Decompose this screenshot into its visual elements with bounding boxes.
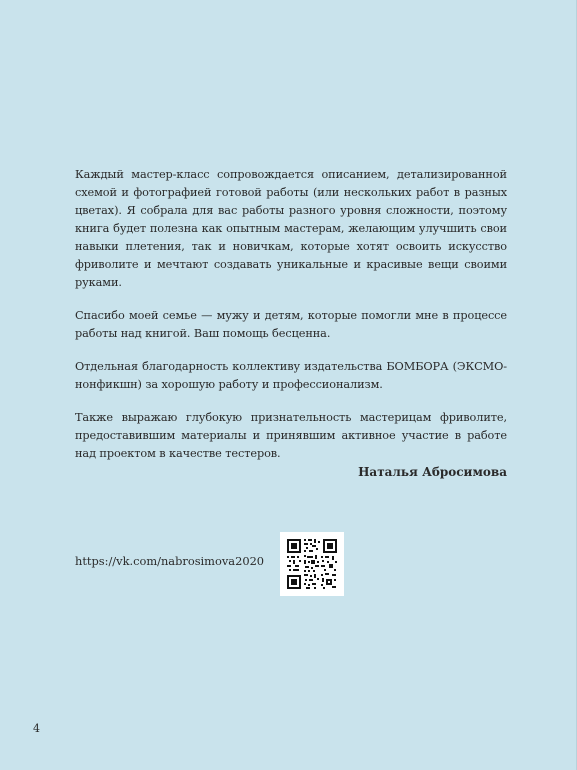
text-block	[75, 166, 507, 478]
paragraph-2: Спасибо моей семье — мужу и детям, которые помогли мне в процессе работы над книгой. Ваш помощь бесценна.	[75, 309, 507, 340]
qr-code-icon	[280, 532, 344, 596]
paragraph-3: Отдельная благодарность коллективу издательства БОМБОРА (ЭКСМО-нонфикшн) за хорошую работу и профессионализм.	[75, 360, 507, 391]
author-signature: Наталья Абросимова	[358, 465, 507, 479]
vk-link[interactable]: https://vk.com/nabrosimova2020	[75, 554, 265, 568]
page-number: 4	[33, 722, 40, 735]
paragraph-4: Также выражаю глубокую признательность мастерицам фриволите, предоставившим материалы и принявшим активное участие в работе над проектом в качестве тестеров.	[75, 411, 507, 460]
paragraph-1: Каждый мастер-класс сопровождается описанием, детализированной схемой и фотографией готовой работы (или нескольких работ в разных цветах). Я собрала для вас работы разного уровня сложности, поэтому книга будет полезна как опытным мастерам, желающим улучшить свои навыки плетения, так и новичкам, которые хотят освоить искусство фриволите и мечтают создавать уникальные и красивые вещи своими руками.	[75, 168, 507, 289]
